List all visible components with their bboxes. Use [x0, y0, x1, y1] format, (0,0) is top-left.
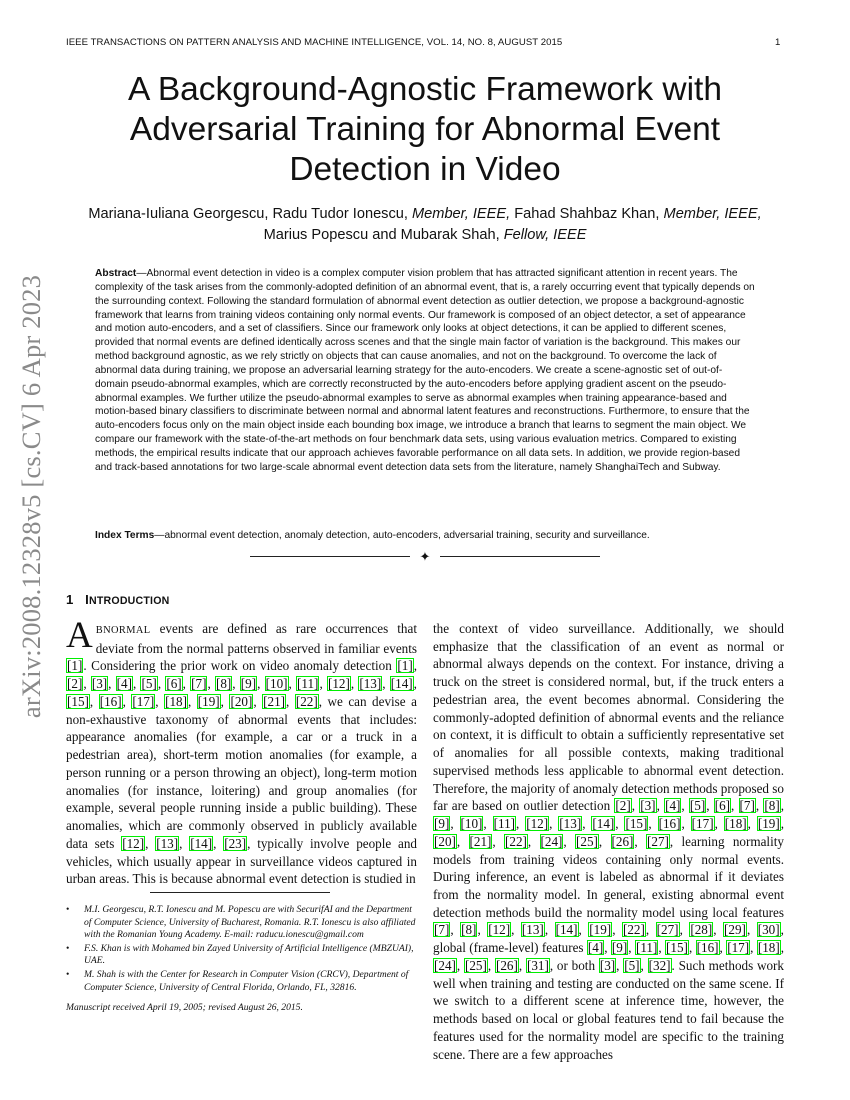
authors-1: Mariana-Iuliana Georgescu, Radu Tudor Ionescu, — [88, 206, 408, 222]
paper-title — [110, 70, 740, 190]
citation-link[interactable]: [22] — [505, 833, 527, 849]
body-text: , we can devise a non-exhaustive taxonomy of abnormal events that includes: appearance anomalies (for example, a car or a truck in a pedestrian area), short-term motion anomalies (for example, a person running or a person throwing an object), long-term motion anomalies (for instance, loitering) and group anomalies (for example, several people running inside a public building). These anomalies, which are commonly observed in publicly available data sets — [66, 693, 417, 851]
body-text: the context of video surveillance. Additionally, we should emphasize that the classification of an event as normal or abnormal always depends on the context. For instance, driving a truck on the street is considered normal, but, if the truck enters a pedestrian area, the event becomes abnormal. Considering the commonly-adopted definition of abnormal events and the reliance on context, it is difficult to obtain a sufficiently representative set of anomalies for all possible contexts, making traditional supervised methods less applicable to abnormal event detection. Therefore, the majority of anomaly detection methods proposed so far are based on outlier detection — [433, 621, 784, 814]
citation-link[interactable]: [17] — [691, 816, 714, 832]
section-heading — [66, 592, 169, 607]
citation-group: [4], [9], [11], [15], [16], [17], [18], [24], [25], [26], [31] — [434, 940, 785, 973]
body-text: , global (frame-level) features — [433, 922, 784, 956]
citation-link[interactable]: [17] — [727, 940, 750, 956]
citation-link[interactable]: [7] — [191, 676, 207, 692]
citation-link[interactable]: [25] — [464, 957, 487, 973]
running-head: IEEE TRANSACTIONS ON PATTERN ANALYSIS AND MACHINE INTELLIGENCE, VOL. 14, NO. 8, AUGUST 2015 — [66, 37, 563, 48]
citation-link[interactable]: [12] — [327, 676, 350, 692]
manuscript-note: Manuscript received April 19, 2005; revised August 26, 2015. — [66, 1002, 303, 1014]
footnote-rule — [150, 892, 330, 893]
author-line-1 — [62, 204, 788, 225]
citation-link[interactable]: [13] — [559, 816, 582, 832]
authors-3: Marius Popescu and Mubarak Shah, — [263, 227, 500, 243]
citation-link[interactable]: [4] — [665, 798, 681, 814]
citation-link[interactable]: [6] — [166, 676, 182, 692]
lead-word: BNORMAL — [95, 625, 151, 636]
citation-group: [3], [5], [32] — [599, 957, 671, 973]
citation-link[interactable]: [19] — [589, 922, 612, 938]
citation-link[interactable]: [31] — [526, 957, 549, 973]
footnote-item: • M. Shah is with the Center for Research in Computer Vision (CRCV), Department of Computer Science, University of Central Florida, Orlando, FL, 32816. — [66, 969, 417, 994]
citation-link[interactable]: [29] — [724, 922, 746, 938]
citation-link[interactable]: [2] — [615, 798, 631, 814]
separator-rule — [250, 556, 410, 557]
citation-link[interactable]: [18] — [757, 940, 780, 956]
citation-group: [1], [2], [3], [4], [5], [6], [7], [8], [9], [10], [11], [12], [13], [14], [15], [16], [17], [18], [19], [20], [21], [22] — [67, 658, 417, 709]
citation-link[interactable]: [13] — [521, 922, 544, 938]
citation-link[interactable]: [14] — [555, 922, 578, 938]
body-column-right — [433, 620, 784, 1063]
author-list — [62, 204, 788, 246]
citation-link[interactable]: [14] — [592, 816, 615, 832]
author-role: Member, IEEE, — [412, 206, 511, 222]
citation-link[interactable]: [21] — [469, 833, 492, 849]
citation-link[interactable]: [10] — [460, 816, 483, 832]
arxiv-stamp-text: arXiv:2008.12328v5 [cs.CV] 6 Apr 2023 — [16, 274, 47, 718]
citation-link[interactable]: [11] — [635, 940, 658, 956]
citation-link[interactable]: [8] — [215, 676, 232, 692]
citation-link[interactable]: [15] — [666, 940, 688, 956]
citation-link[interactable]: [2] — [67, 676, 83, 692]
section-number: 1 — [66, 592, 74, 607]
citation-group: [12], [13], [14], [23] — [122, 835, 247, 851]
section-separator — [250, 549, 600, 565]
footnote-item: • F.S. Khan is with Mohamed bin Zayed University of Artificial Intelligence (MBZUAI), UAE. — [66, 943, 417, 968]
citation-link[interactable]: [14] — [190, 835, 213, 851]
citation-link[interactable]: [18] — [165, 693, 187, 709]
citation-link[interactable]: [5] — [624, 957, 640, 973]
citation-link[interactable]: [22] — [295, 693, 318, 709]
body-text: . Considering the prior work on video anomaly detection — [83, 658, 397, 674]
citation-link[interactable]: [11] — [493, 816, 516, 832]
author-role: Fellow, IEEE — [503, 227, 587, 243]
body-text: events are defined as rare occurrences that deviate from the normal patterns observed in familiar events — [95, 621, 417, 656]
title-line: Adversarial Training for Abnormal Event — [129, 111, 721, 148]
citation-link[interactable]: [1] — [397, 658, 413, 674]
citation-link[interactable]: [12] — [526, 816, 549, 832]
citation-link[interactable]: [27] — [656, 922, 679, 938]
citation-link[interactable]: [9] — [240, 676, 257, 692]
citation-link[interactable]: [7] — [739, 798, 755, 814]
citation-link[interactable]: [30] — [757, 922, 780, 938]
citation-link[interactable]: [1] — [67, 658, 83, 674]
separator-rule — [440, 556, 600, 557]
citation-link[interactable]: [16] — [658, 816, 681, 832]
title-line: A Background-Agnostic Framework with — [128, 71, 722, 108]
abstract-label: Abstract — [95, 268, 137, 279]
citation-link[interactable]: [5] — [141, 676, 157, 692]
citation-link[interactable]: [5] — [689, 798, 706, 814]
citation-link[interactable]: [3] — [91, 676, 108, 692]
arxiv-stamp — [6, 274, 58, 718]
body-text: . Such methods work well when training and testing are conducted on the same scene. If we switch to a different scene at inference time, however, the methods based on local or global features tend to fail because the features used for the normality model are specific to the training scene. There are a few approaches — [433, 957, 784, 1062]
section-title-rest: NTRODUCTION — [89, 595, 170, 607]
citation-link[interactable]: [20] — [434, 833, 456, 849]
citation-link[interactable]: [14] — [390, 676, 413, 692]
author-role: Member, IEEE, — [663, 206, 762, 222]
abstract — [95, 267, 755, 475]
citation-link[interactable]: [26] — [495, 957, 518, 973]
citation-link[interactable]: [28] — [690, 922, 713, 938]
citation-link[interactable]: [19] — [757, 816, 780, 832]
citation-link[interactable]: [8] — [764, 798, 780, 814]
citation-link[interactable]: [25] — [576, 833, 598, 849]
index-terms-label: Index Terms — [95, 530, 155, 541]
body-column-left — [66, 615, 417, 888]
citation-link[interactable]: [4] — [587, 940, 604, 956]
citation-link[interactable]: [27] — [647, 833, 669, 849]
citation-link[interactable]: [6] — [714, 798, 731, 814]
citation-link[interactable]: [15] — [625, 816, 648, 832]
paragraph — [66, 615, 417, 888]
footnotes — [66, 904, 417, 1015]
citation-link[interactable]: [3] — [640, 798, 656, 814]
citation-link[interactable]: [12] — [488, 922, 511, 938]
citation-link[interactable]: [24] — [434, 957, 456, 973]
citation-link[interactable]: [11] — [297, 676, 319, 692]
separator-diamond-icon: ✦ — [419, 549, 431, 564]
citation-link[interactable]: [10] — [265, 676, 288, 692]
citation-group: [2], [3], [4], [5], [6], [7], [8], [9], [10], [11], [12], [13], [14], [15], [16], [17], [18], [19], [20], [21], [22], [24], [25], [26], [27] — [434, 798, 785, 849]
citation-link[interactable]: [32] — [648, 957, 671, 973]
page-number: 1 — [775, 37, 781, 48]
footnote-item: • M.I. Georgescu, R.T. Ionescu and M. Popescu are with SecurifAI and the Department of Computer Science, University of Bucharest, Romania. R.T. Ionescu is also affiliated with the Romanian Young Academy. E-mail: raducu.ionescu@gmail.com — [66, 904, 417, 942]
citation-link[interactable]: [13] — [359, 676, 382, 692]
citation-link[interactable]: [12] — [122, 835, 145, 851]
index-terms-text: —abnormal event detection, anomaly detection, auto-encoders, adversarial training, security and surveillance. — [154, 530, 650, 541]
citation-link[interactable]: [16] — [696, 940, 719, 956]
citation-link[interactable]: [15] — [67, 693, 89, 709]
citation-link[interactable]: [18] — [724, 816, 747, 832]
body-text: , learning normality models from training videos containing only normal events. During inference, an event is labeled as abnormal if it deviates from the normality model. In general, existing abnormal event detection methods build the normality model using local features — [433, 833, 784, 920]
citation-link[interactable]: [19] — [197, 693, 220, 709]
citation-link[interactable]: [26] — [611, 833, 634, 849]
paragraph — [433, 620, 784, 1063]
abstract-text: —Abnormal event detection in video is a complex computer vision problem that has attracted significant attention in recent years. The complexity of the task arises from the commonly-adopted definition of an abnormal event, that is, a rarely occurring event that typically depends on the surrounding context. Following the standard formulation of abnormal event detection as outlier detection, we propose a background-agnostic framework that learns from training videos containing only normal events. Our framework is composed of an object detector, a set of appearance and motion auto-encoders, and a set of classifiers. Since our framework only looks at object detections, it can be applied to different scenes, provided that normal events are defined identically across scenes and that the single main factor of variation is the background. This makes our method background agnostic, as we rely strictly on objects that can cause anomalies, and not on the background. To overcome the lack of abnormal data during training, we propose an adversarial learning strategy for the auto-encoders. We create a scene-agnostic set of out-of-domain pseudo-abnormal examples, which are correctly reconstructed by the auto-encoders before applying gradient ascent on the pseudo-abnormal examples. We further utilize the pseudo-abnormal examples to serve as abnormal examples when training appearance-based and motion-based binary classifiers to discriminate between normal and abnormal latent features and reconstructions. Furthermore, to ensure that the auto-encoders focus only on the main object inside each bounding box image, we introduce a branch that learns to segment the main object. We compare our framework with the state-of-the-art methods on four benchmark data sets, using various evaluation metrics. Compared to existing methods, the empirical results indicate that our approach achieves favorable performance on all data sets. In addition, we provide region-based and track-based annotations for two large-scale abnormal event detection data sets from the literature, namely ShanghaiTech and Subway. — [95, 268, 755, 473]
citation-link[interactable]: [9] — [611, 940, 628, 956]
citation-group: [7], [8], [12], [13], [14], [19], [22], [27], [28], [29], [30] — [434, 922, 780, 938]
citation-link[interactable]: [24] — [540, 833, 563, 849]
body-text: , typically involve people and vehicles, which usually appear in surveillance videos captured in urban areas. This is because abnormal event detection is studied in — [66, 835, 417, 887]
body-text: , or both — [549, 957, 599, 973]
drop-cap: A — [66, 615, 93, 656]
citation-link[interactable]: [13] — [156, 835, 179, 851]
index-terms — [95, 529, 755, 543]
citation-link[interactable]: [23] — [224, 835, 247, 851]
authors-2: Fahad Shahbaz Khan, — [514, 206, 660, 222]
citation-group — [66, 658, 83, 673]
title-line: Detection in Video — [289, 151, 561, 188]
citation-link[interactable]: [17] — [132, 693, 155, 709]
citation-link[interactable]: [8] — [461, 922, 477, 938]
citation-link[interactable]: [4] — [116, 676, 132, 692]
citation-link[interactable]: [7] — [434, 922, 450, 938]
citation-link[interactable]: [16] — [99, 693, 122, 709]
citation-link[interactable]: [22] — [622, 922, 645, 938]
citation-link[interactable]: [9] — [434, 816, 450, 832]
section-initial: I — [85, 592, 90, 607]
author-line-2 — [62, 225, 788, 246]
citation-link[interactable]: [21] — [263, 693, 286, 709]
citation-link[interactable]: [3] — [599, 957, 616, 973]
citation-link[interactable]: [20] — [230, 693, 253, 709]
